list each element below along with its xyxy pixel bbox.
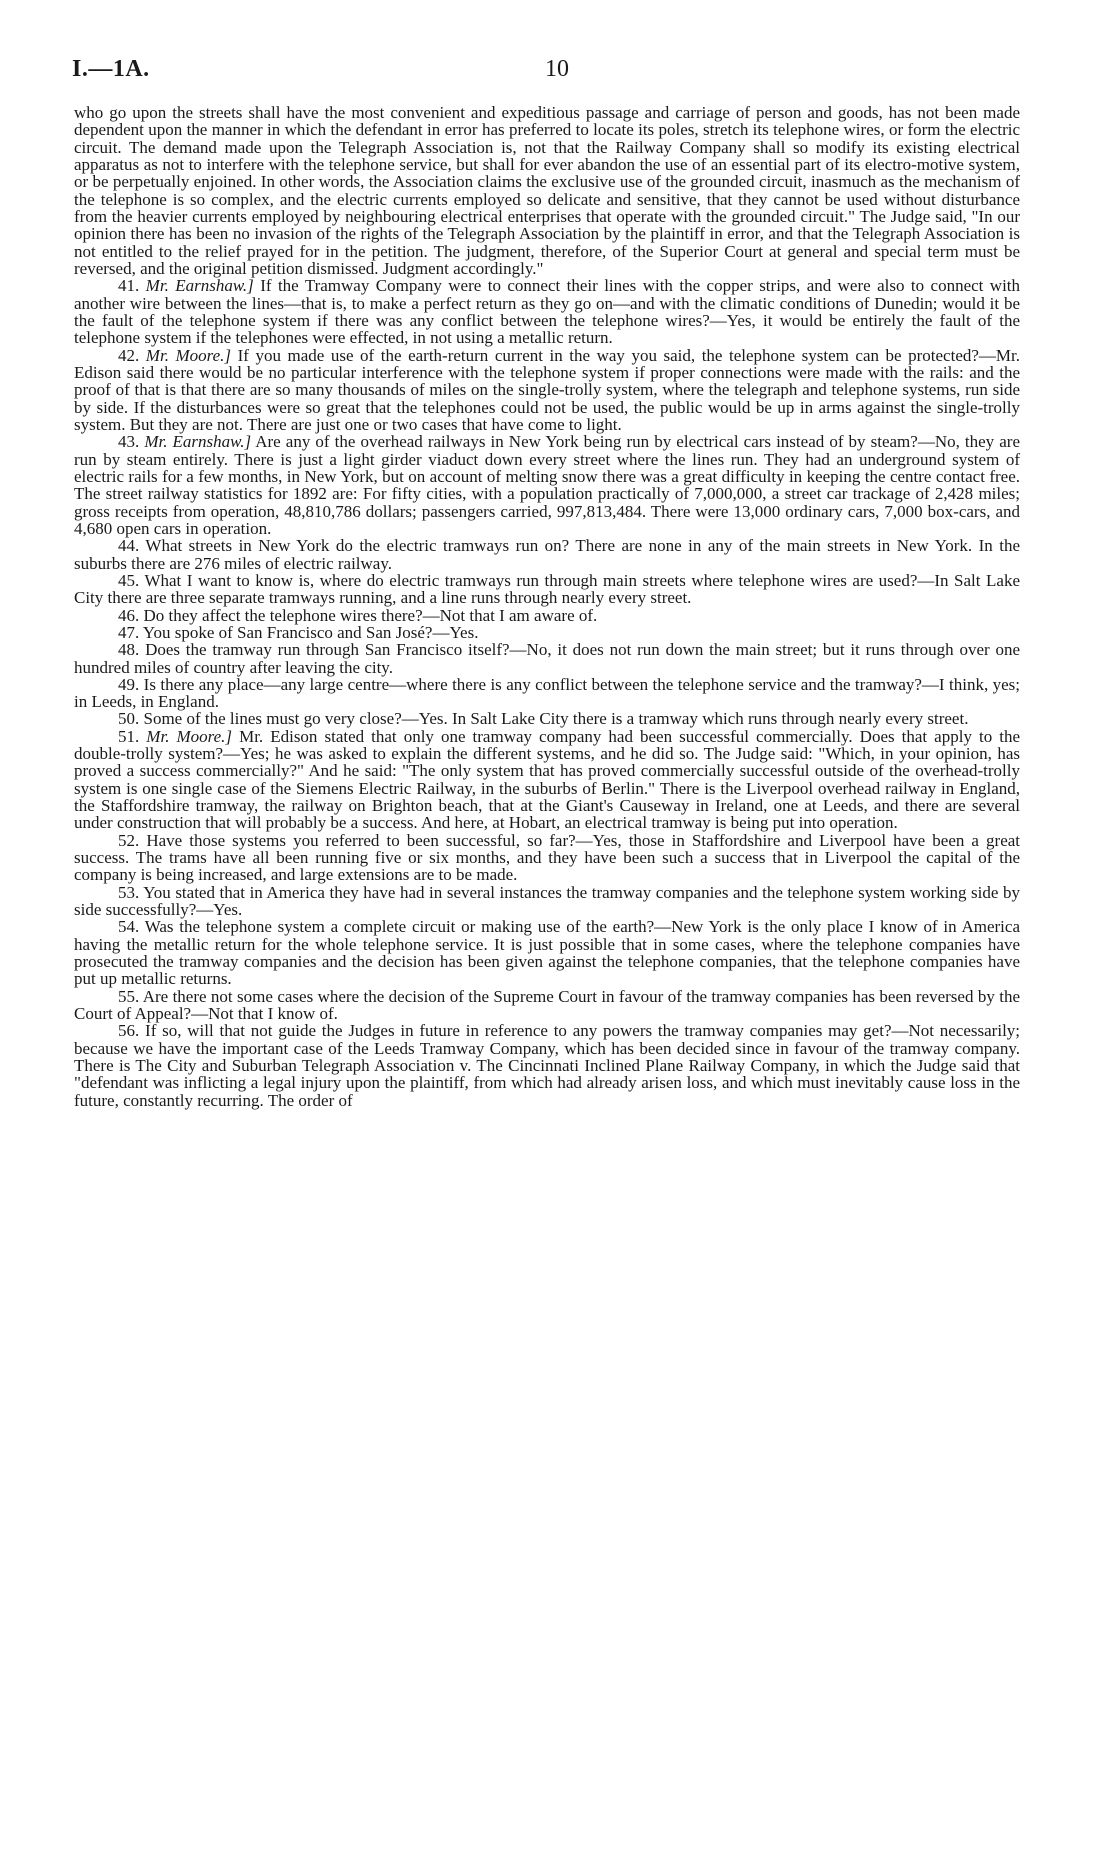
page-header: [72, 56, 1042, 86]
question-45: [74, 572, 1020, 607]
question-43: [74, 433, 1020, 537]
question-text: If you made use of the earth-return current in the way you said, the telephone system can be protected?—Mr. Edison said there would be no particular interference with the telephone system if proper connections were made with the rails: and the proof of that is that there are so many thousands of miles on the single-trolly system, where the telegraph and telephone systems, run side by side. If the disturbances were so great that the telephones could not be used, the public would be up in arms against the single-trolly system. But they are not. There are just one or two cases that have come to light.: [74, 345, 1020, 434]
question-number: 47.: [118, 622, 143, 642]
question-number: 49.: [118, 674, 144, 694]
question-44: [74, 537, 1020, 572]
question-text: Mr. Edison stated that only one tramway company had been successful commercially. Does that apply to the double-trolly system?—Yes; he was asked to explain the different systems, and he did so. The Judge said: "Which, in your opinion, has proved a success commercially?" And he said: "The only system that has proved commercially successful outside of the overhead-trolly system is one single case of the Siemens Electric Railway, in the suburbs of Berlin." There is the Liverpool overhead railway in England, the Staffordshire tramway, the railway on Brighton beach, that at the Giant's Causeway in Ireland, one at Leeds, and there are several under construction that will probably be a success. And here, at Hobart, an electrical tramway is being put into operation.: [74, 726, 1021, 833]
body-text: [74, 104, 1020, 1109]
question-text: What I want to know is, where do electric tramways run through main streets where telephone wires are used?—In Salt Lake City there are three separate tramways running, and a line runs through nearly every street.: [74, 570, 1020, 608]
question-48: [74, 641, 1020, 676]
question-text: You stated that in America they have had in several instances the tramway companies and the telephone system working side by side successfully?—Yes.: [74, 882, 1020, 920]
examiner-name: Mr. Earnshaw.]: [144, 432, 252, 452]
question-47: [74, 624, 1020, 641]
question-number: 45.: [118, 570, 145, 590]
question-number: 46.: [118, 605, 144, 625]
question-text: Some of the lines must go very close?—Yes. In Salt Lake City there is a tramway which runs through nearly every street.: [143, 709, 969, 729]
question-number: 54.: [118, 917, 145, 937]
question-text: Are any of the overhead railways in New York being run by electrical cars instead of by steam?—No, they are run by steam entirely. There is just a light girder viaduct down every street where the lines run. They had an underground system of electric rails for a few months, in New York, but on account of melting snow there was a great difficulty in keeping the centre contact free. The street railway statistics for 1892 are: For fifty cities, with a population practically of 7,000,000, a street car trackage of 2,428 miles; gross receipts from operation, 48,810,786 dollars; passengers carried, 997,813,484. There were 13,000 ordinary cars, 7,000 box-cars, and 4,680 open cars in operation.: [74, 432, 1021, 538]
page-number: 10: [545, 56, 569, 82]
examiner-name: Mr. Moore.]: [146, 726, 233, 746]
question-56: [74, 1022, 1020, 1109]
question-46: [74, 607, 1020, 624]
question-text: What streets in New York do the electric tramways run on? There are none in any of the main streets in New York. In the suburbs there are 276 miles of electric railway.: [74, 536, 1020, 573]
question-text: Was the telephone system a complete circuit or making use of the earth?—New York is the only place I know of in America having the metallic return for the whole telephone service. It is just possible that in some cases, where the telephone companies have prosecuted the tramway companies and the decision has been given against the telephone companies, that the telephone companies have put up metallic returns.: [74, 917, 1020, 989]
question-number: 41.: [118, 276, 146, 296]
question-51: [74, 728, 1020, 832]
question-number: 43.: [118, 432, 145, 452]
question-number: 52.: [118, 830, 147, 850]
examiner-name: Mr. Moore.]: [145, 345, 232, 365]
question-text: Do they affect the telephone wires there?—Not that I am aware of.: [143, 605, 598, 625]
paragraph-continuation: [74, 104, 1020, 277]
paragraph-text: who go upon the streets shall have the most convenient and expeditious passage and carriage of person and goods, has not been made dependent upon the manner in which the defendant in error has preferred to locate its poles, stretch its telephone wires, or form the electric circuit. The demand made upon the Telegraph Association is, not that the Railway Company shall so modify its existing electrical apparatus as not to interfere with the telephone service, but shall for ever abandon the use of an essential part of its electro-motive system, or be perpetually enjoined. In other words, the Association claims the exclusive use of the grounded circuit, inasmuch as the mechanism of the telephone is so complex, and the electric currents employed so delicate and sensitive, that they cannot be used without disturbance from the heavier currents employed by neighbouring electrical enterprises that operate with the grounded circuit." The Judge said, "In our opinion there has been no invasion of the rights of the Telegraph Association by the plaintiff in error, and that the Telegraph Association is not entitled to the relief prayed for in the petition. The judgment, therefore, of the Superior Court at general and special term must be reversed, and the original petition dismissed. Judgment accordingly.": [74, 103, 1020, 278]
question-55: [74, 988, 1020, 1023]
question-53: [74, 884, 1020, 919]
question-number: 53.: [118, 882, 144, 902]
question-42: [74, 347, 1020, 434]
question-text: If so, will that not guide the Judges in future in reference to any powers the tramway companies may get?—Not necessarily; because we have the important case of the Leeds Tramway Company, which has been decided since in favour of the tramway company. There is The City and Suburban Telegraph Association v. The Cincinnati Inclined Plane Railway Company, in which the Judge said that "defendant was inflicting a legal injury upon the plaintiff, from which had already arisen loss, and which must inevitably cause loss in the future, constantly recurring. The order of: [74, 1021, 1021, 1110]
question-49: [74, 676, 1020, 711]
question-text: Have those systems you referred to been successful, so far?—Yes, those in Staffordshire and Liverpool have been a great success. The trams have all been running five or six months, and they have been such a success that in Liverpool the capital of the company is being increased, and large extensions are to be made.: [74, 830, 1021, 885]
question-number: 44.: [118, 536, 146, 556]
question-number: 42.: [118, 345, 146, 365]
question-number: 50.: [118, 709, 144, 729]
question-text: If the Tramway Company were to connect their lines with the copper strips, and were also to connect with another wire between the lines—that is, to make a perfect return as they go on—and with the climatic conditions of Dunedin; would it be the fault of the telephone system if there was any conflict between the telephone wires?—Yes, it would be entirely the fault of the telephone system if the telephones were effected, in not using a metallic return.: [74, 276, 1021, 348]
question-41: [74, 277, 1020, 346]
question-text: Are there not some cases where the decision of the Supreme Court in favour of the tramway companies has been reversed by the Court of Appeal?—Not that I know of.: [74, 986, 1020, 1024]
question-text: Does the tramway run through San Francisco itself?—No, it does not run down the main street; but it runs through over one hundred miles of country after leaving the city.: [74, 640, 1021, 677]
question-text: Is there any place—any large centre—where there is any conflict between the telephone service and the tramway?—I think, yes; in Leeds, in England.: [74, 674, 1021, 712]
page-reference: I.—1A.: [72, 56, 150, 82]
question-number: 51.: [118, 726, 147, 746]
question-text: You spoke of San Francisco and San José?—Yes.: [142, 622, 479, 642]
question-50: [74, 710, 1020, 727]
question-number: 48.: [118, 640, 146, 660]
question-number: 55.: [118, 986, 143, 1006]
examiner-name: Mr. Earnshaw.]: [145, 276, 254, 296]
question-number: 56.: [118, 1021, 146, 1041]
question-52: [74, 832, 1020, 884]
question-54: [74, 918, 1020, 987]
